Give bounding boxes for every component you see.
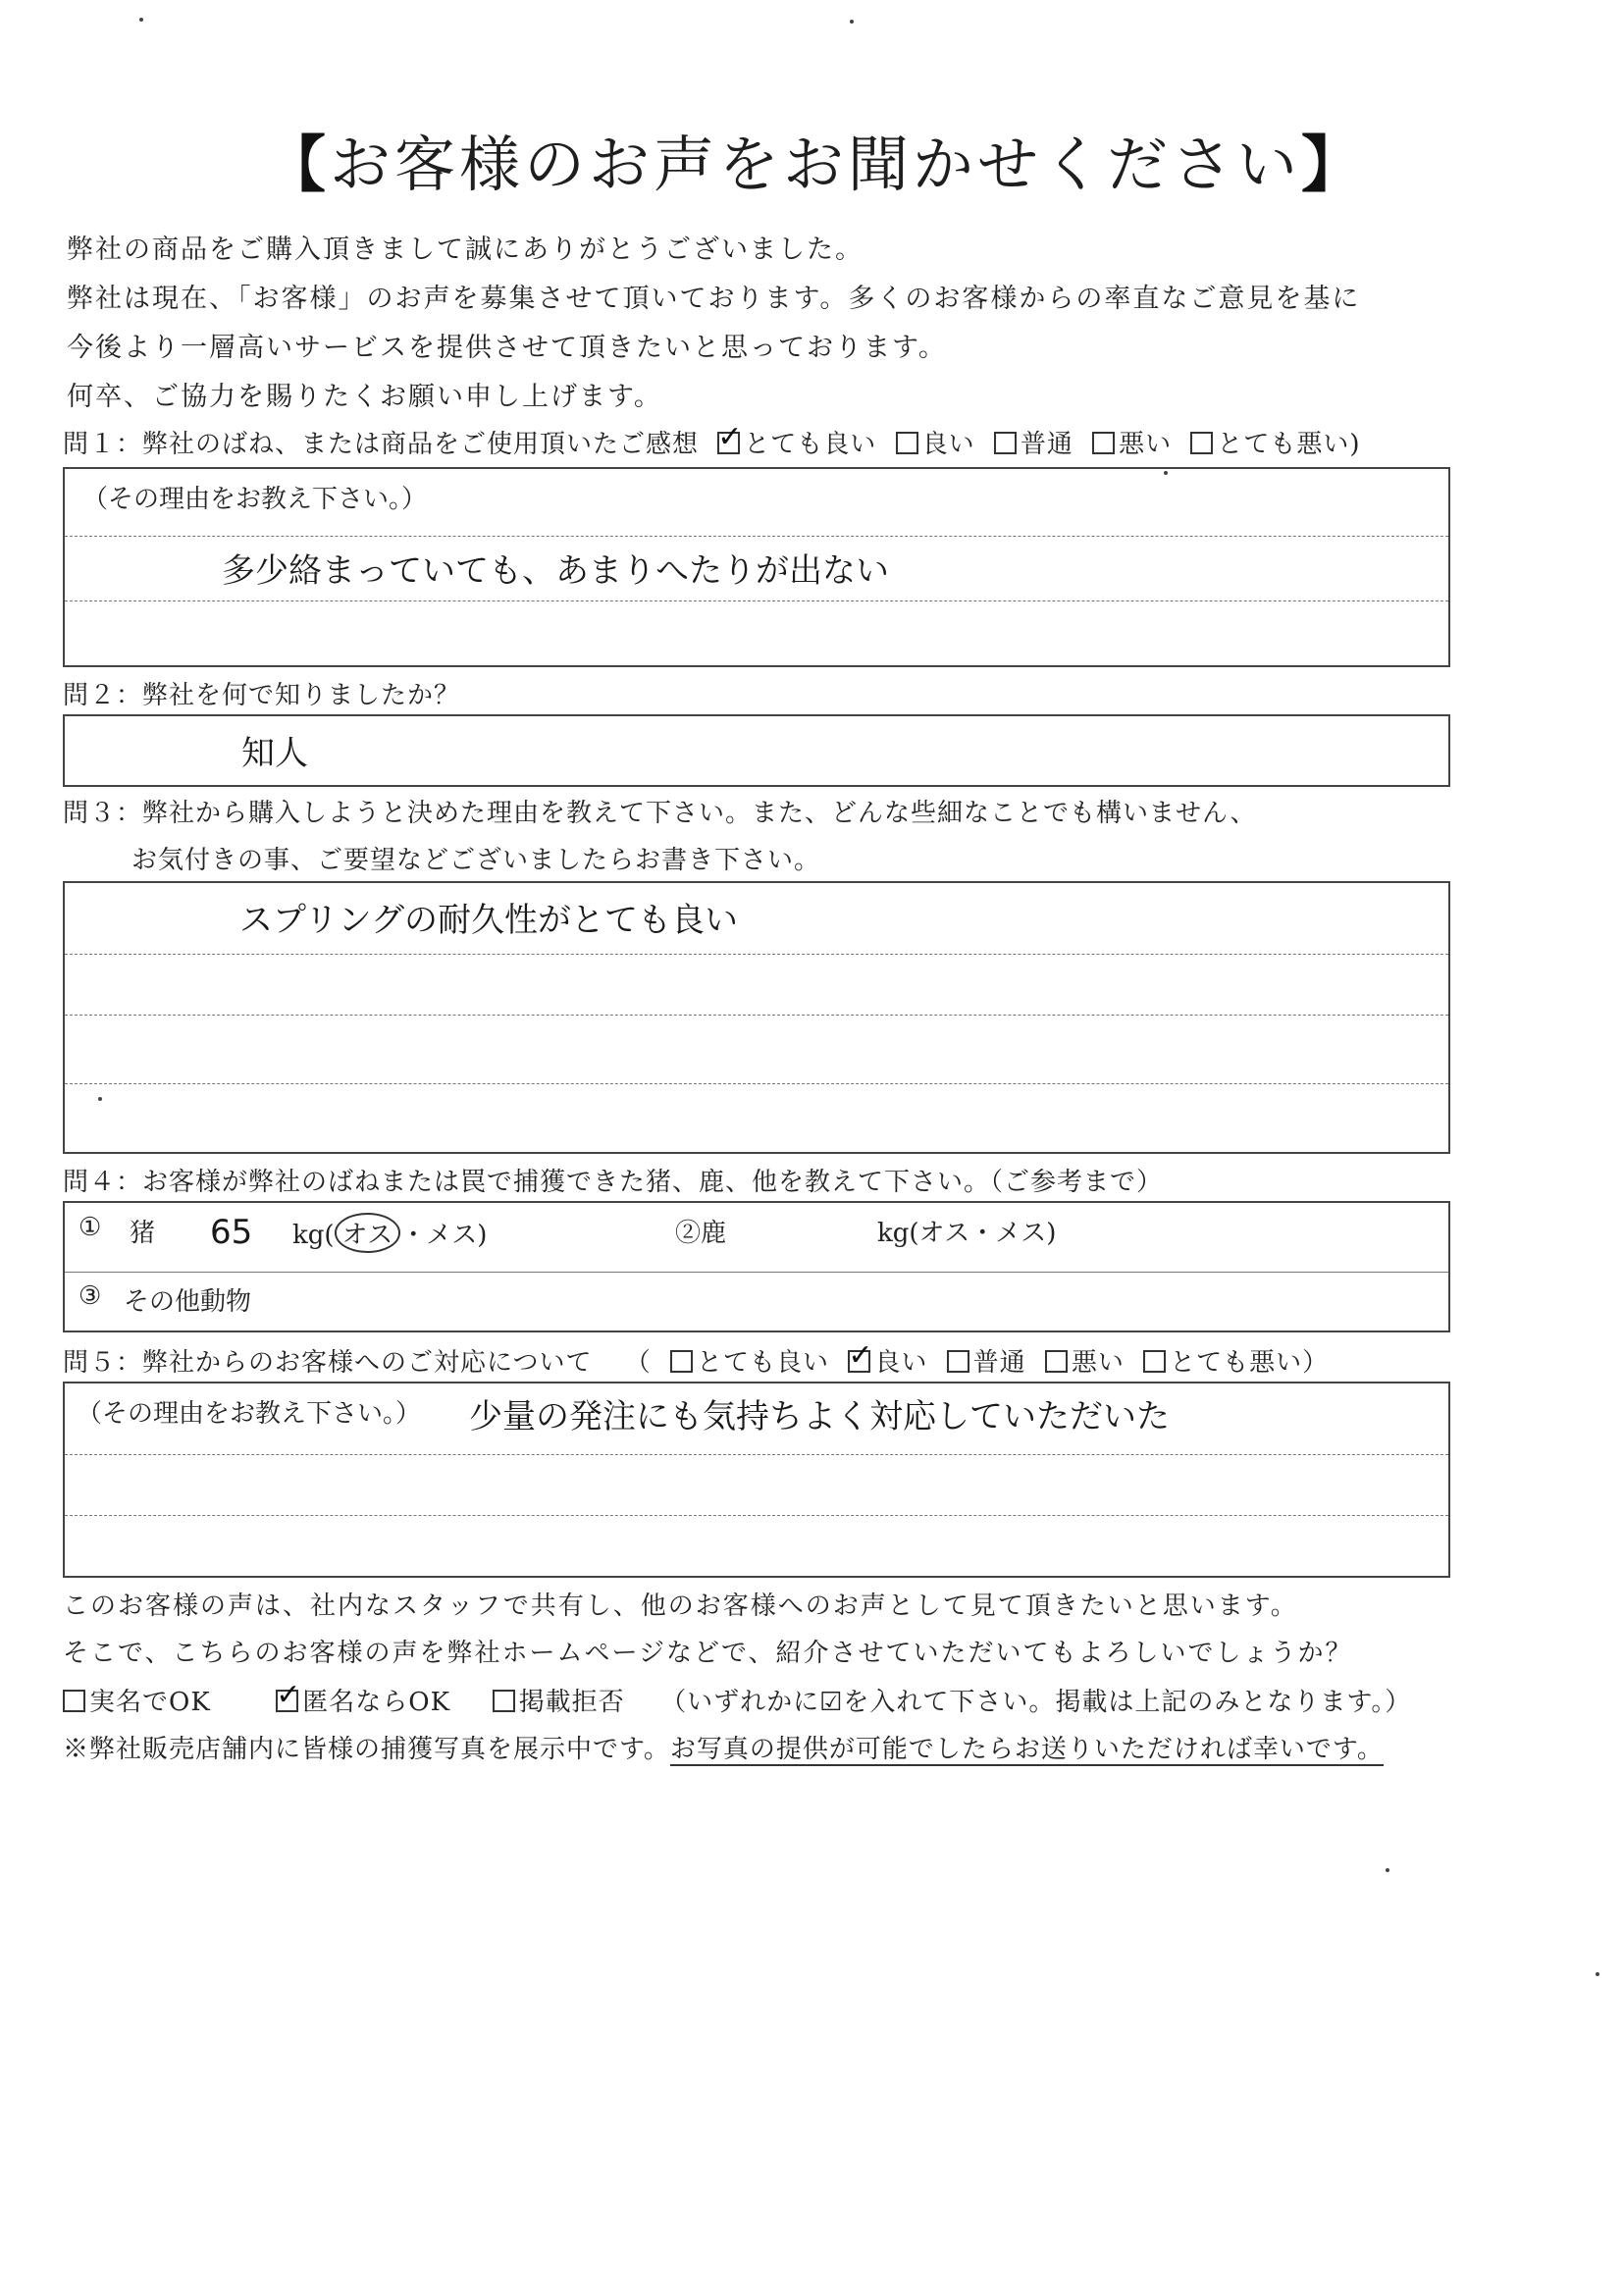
q5-answer-box[interactable] (63, 1382, 1450, 1578)
q1-option-bad: 悪い (1119, 430, 1173, 459)
publish-refuse-label: 掲載拒否 (518, 1688, 625, 1717)
q3-label-2: お気付きの事、ご要望などございましたらお書き下さい。 (131, 846, 821, 875)
scan-speck (1386, 1868, 1389, 1872)
q1-answer-text: 多少絡まっていても、あまりへたりが出ない (222, 551, 889, 591)
scan-speck (98, 1097, 102, 1101)
title-bracket-close: 】 (1301, 129, 1367, 200)
q1-label: 問１：弊社のばね、または商品をご使用頂いたご感想 (63, 430, 700, 459)
scan-speck (1596, 1972, 1599, 1976)
scan-speck (139, 18, 143, 22)
publish-anonymous-checkbox[interactable] (276, 1690, 298, 1712)
q5-line-1 (65, 1454, 1448, 1455)
q1-option-very-good-checkbox[interactable] (717, 432, 740, 454)
q1-option-normal-checkbox[interactable] (994, 432, 1017, 454)
q3-label: 問３：弊社から購入しようと決めた理由を教えて下さい。また、どんな些細なことでも構いません、 (63, 799, 1257, 828)
q1-option-good: 良い (921, 430, 975, 459)
q5-option-very-bad-checkbox[interactable] (1143, 1350, 1166, 1373)
q5-line-2 (65, 1515, 1448, 1516)
q5-option-good: 良い (874, 1348, 928, 1378)
q5-option-very-bad: とても悪い (1170, 1348, 1303, 1378)
q1-option-very-good: とても良い (744, 430, 877, 459)
q2-label: 問２：弊社を何で知りましたか？ (63, 681, 461, 710)
intro-line-1: 弊社の商品をご購入頂きまして誠にありがとうございました。 (67, 235, 864, 265)
q3-line-3 (65, 1083, 1448, 1084)
q1-row (63, 424, 1361, 460)
q1-line-2 (65, 600, 1448, 601)
q4-item1-female: ・メス) (400, 1221, 488, 1250)
q5-label: 問５：弊社からのお客様へのご対応について (63, 1348, 593, 1378)
q5-option-very-good: とても良い (697, 1348, 830, 1378)
q4-item2-unit: kg(オス・メス) (877, 1219, 1057, 1248)
publish-line-2: そこで、こちらのお客様の声を弊社ホームページなどで、紹介させていただいてもよろしいでしょうか？ (63, 1639, 1353, 1668)
q4-item1-unit: kg( (292, 1221, 335, 1250)
q4-item3-number: ③ (79, 1281, 102, 1311)
q4-answer-box[interactable] (63, 1201, 1450, 1332)
q3-answer-text: スプリングの耐久性がとても良い (239, 901, 738, 940)
publish-anonymous-label: 匿名ならOK (302, 1688, 451, 1717)
publish-line-1: このお客様の声は、社内なスタッフで共有し、他のお客様へのお声として見て頂きたいと思います。 (63, 1592, 1298, 1621)
q4-item1-unit-group (292, 1213, 487, 1253)
intro-line-2: 弊社は現在、「お客様」のお声を募集させて頂いております。多くのお客様からの率直なご意見を基に (67, 284, 1361, 314)
q1-option-normal: 普通 (1020, 430, 1073, 459)
intro-line-4: 何卒、ご協力を賜りたくお願い申し上げます。 (67, 382, 662, 412)
q1-option-very-bad-checkbox[interactable] (1190, 432, 1213, 454)
q4-item1-weight: 65 (210, 1213, 253, 1252)
intro-line-3: 今後より一層高いサービスを提供させて頂きたいと思っております。 (67, 333, 947, 363)
title-text: お客様のお声をお聞かせください (330, 129, 1302, 200)
q5-option-normal: 普通 (972, 1348, 1026, 1378)
scan-speck (1164, 471, 1168, 475)
q1-option-very-bad: とても悪い (1217, 430, 1350, 459)
q5-option-normal-checkbox[interactable] (947, 1350, 969, 1373)
q4-label: 問４：お客様が弊社のばねまたは罠で捕獲できた猪、鹿、他を教えて下さい。（ご参考まで） (63, 1168, 1164, 1197)
q4-item3-label: その他動物 (124, 1287, 252, 1317)
q3-line-1 (65, 954, 1448, 955)
publish-note: （いずれかに☑を入れて下さい。掲載は上記のみとなります。） (660, 1688, 1412, 1717)
q4-line-1 (65, 1272, 1448, 1273)
q1-close-paren: ) (1349, 430, 1361, 459)
q2-answer-box[interactable] (63, 714, 1450, 787)
q1-answer-box[interactable] (63, 467, 1450, 667)
q5-option-very-good-checkbox[interactable] (670, 1350, 693, 1373)
q5-row (63, 1342, 1329, 1379)
publish-options-row (55, 1682, 1411, 1718)
publish-refuse-checkbox[interactable] (493, 1690, 515, 1712)
publish-real-name-label: 実名でOK (89, 1688, 211, 1717)
q4-item2-label: ②鹿 (675, 1219, 727, 1248)
footer-row (63, 1729, 1384, 1765)
q5-option-good-checkbox[interactable] (848, 1350, 870, 1373)
q1-option-bad-checkbox[interactable] (1092, 432, 1115, 454)
q5-option-bad: 悪い (1071, 1348, 1125, 1378)
q3-line-2 (65, 1015, 1448, 1016)
q5-option-bad-checkbox[interactable] (1045, 1350, 1068, 1373)
q1-reason-label: （その理由をお教え下さい。） (82, 485, 428, 514)
scan-speck (850, 20, 854, 24)
q1-option-good-checkbox[interactable] (896, 432, 918, 454)
q5-answer-text: 少量の発注にも気持ちよく対応していただいた (469, 1397, 1170, 1436)
q5-close-paren: ） (1302, 1348, 1330, 1378)
footer-note-a: ※弊社販売店舗内に皆様の捕獲写真を展示中です。 (63, 1735, 670, 1764)
q4-item1-animal: 猪 (130, 1219, 156, 1248)
publish-real-name-checkbox[interactable] (63, 1690, 85, 1712)
title-bracket-open: 【 (265, 129, 331, 200)
q5-reason-label: （その理由をお教え下さい。） (77, 1399, 422, 1429)
q4-item1-number: ① (79, 1213, 102, 1242)
page-title (265, 116, 1367, 203)
footer-note-b: お写真の提供が可能でしたらお送りいただければ幸いです。 (669, 1735, 1384, 1764)
q1-line-1 (65, 536, 1448, 537)
q2-answer-text: 知人 (241, 734, 308, 773)
q3-answer-box[interactable] (63, 881, 1450, 1154)
q5-open-paren: （ (624, 1348, 652, 1378)
q4-item1-male-circled: オス (335, 1213, 401, 1253)
